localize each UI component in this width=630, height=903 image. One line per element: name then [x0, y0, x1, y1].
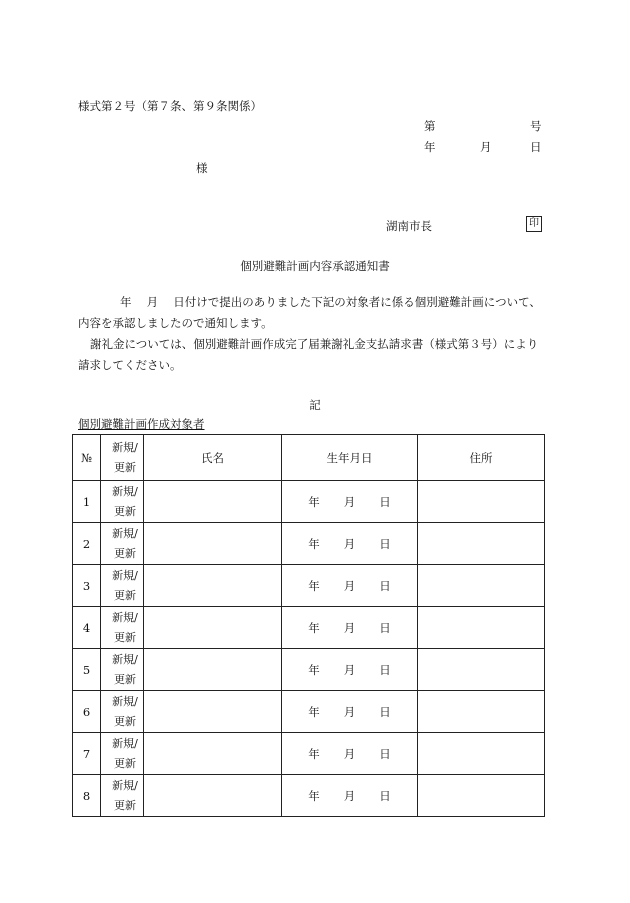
row-dob-month-label: 月: [343, 662, 356, 677]
row-dob-year-label: 年: [308, 662, 320, 677]
row-dob-year-label: 年: [308, 494, 320, 509]
body-paragraph-2-line-2: 請求してください。: [78, 358, 182, 372]
row-type-line-2: 更新: [114, 798, 136, 812]
document-number-prefix: 第: [424, 119, 436, 133]
header-type-line-2: 更新: [114, 460, 136, 474]
table-row: [73, 523, 545, 565]
ki-heading: 記: [309, 398, 321, 412]
table-row: [73, 565, 545, 607]
seal-box: 印: [526, 216, 542, 232]
row-dob-field[interactable]: [282, 775, 418, 817]
row-address-field[interactable]: [418, 481, 545, 523]
body-paragraph-1: [78, 292, 558, 334]
header-address: 住所: [418, 435, 545, 481]
row-no: 8: [73, 775, 101, 817]
row-dob-month-label: 月: [343, 578, 356, 593]
row-type: [101, 691, 144, 733]
row-name-field[interactable]: [144, 565, 282, 607]
row-address-field[interactable]: [418, 607, 545, 649]
row-dob-month-label: 月: [343, 788, 356, 803]
issuer-name: 湖南市長: [386, 219, 432, 233]
row-dob-month-label: 月: [343, 746, 356, 761]
row-dob-day-label: 日: [379, 704, 391, 719]
row-name-field[interactable]: [144, 481, 282, 523]
table-row: [73, 649, 545, 691]
row-type-line-2: 更新: [114, 672, 136, 686]
header-dob: 生年月日: [282, 435, 418, 481]
row-type: [101, 649, 144, 691]
targets-table: [72, 434, 545, 817]
row-type-line-2: 更新: [114, 546, 136, 560]
row-type: [101, 607, 144, 649]
row-dob-field[interactable]: [282, 607, 418, 649]
row-type-line-1: 新規/: [112, 778, 138, 792]
row-dob-day-label: 日: [379, 746, 391, 761]
row-no: 7: [73, 733, 101, 775]
row-address-field[interactable]: [418, 523, 545, 565]
row-dob-year-label: 年: [308, 536, 320, 551]
row-dob-year-label: 年: [308, 704, 320, 719]
row-name-field[interactable]: [144, 649, 282, 691]
row-dob-field[interactable]: [282, 733, 418, 775]
row-dob-month-label: 月: [343, 494, 356, 509]
row-no: 1: [73, 481, 101, 523]
row-dob-year-label: 年: [308, 746, 320, 761]
table-row: [73, 607, 545, 649]
table-row: [73, 481, 545, 523]
header-no: №: [73, 435, 101, 481]
row-type-line-1: 新規/: [112, 484, 138, 498]
body-paragraph-2: [78, 334, 558, 376]
row-no: 4: [73, 607, 101, 649]
body-paragraph-2-line-1: 謝礼金については、個別避難計画作成完了届兼謝礼金支払請求書（様式第３号）により: [90, 337, 539, 351]
body-paragraph-1-line-1: 年 月 日付けで提出のありました下記の対象者に係る個別避難計画について、: [120, 295, 541, 309]
document-number-suffix: 号: [530, 119, 542, 133]
row-dob-day-label: 日: [379, 578, 391, 593]
date-day-label: 日: [530, 140, 542, 154]
row-dob-year-label: 年: [308, 578, 320, 593]
row-no: 5: [73, 649, 101, 691]
row-type-line-2: 更新: [114, 714, 136, 728]
form-label: 様式第２号（第７条、第９条関係）: [78, 99, 262, 113]
row-address-field[interactable]: [418, 691, 545, 733]
row-no: 3: [73, 565, 101, 607]
row-type-line-2: 更新: [114, 504, 136, 518]
row-dob-year-label: 年: [308, 788, 320, 803]
date-year-label: 年: [424, 140, 436, 154]
row-type-line-1: 新規/: [112, 568, 138, 582]
table-row: [73, 733, 545, 775]
row-dob-field[interactable]: [282, 649, 418, 691]
row-dob-month-label: 月: [343, 620, 356, 635]
table-row: [73, 691, 545, 733]
row-dob-month-label: 月: [343, 536, 356, 551]
row-dob-field[interactable]: [282, 481, 418, 523]
row-type-line-2: 更新: [114, 588, 136, 602]
row-name-field[interactable]: [144, 523, 282, 565]
header-type: [101, 435, 144, 481]
table-row: [73, 775, 545, 817]
row-type-line-1: 新規/: [112, 652, 138, 666]
row-dob-field[interactable]: [282, 691, 418, 733]
date-month-label: 月: [480, 140, 492, 154]
addressee-suffix: 様: [196, 161, 208, 175]
row-name-field[interactable]: [144, 775, 282, 817]
row-no: 6: [73, 691, 101, 733]
row-type-line-1: 新規/: [112, 694, 138, 708]
row-type: [101, 523, 144, 565]
document-title: 個別避難計画内容承認通知書: [240, 259, 390, 273]
row-address-field[interactable]: [418, 733, 545, 775]
row-dob-field[interactable]: [282, 523, 418, 565]
row-dob-day-label: 日: [379, 662, 391, 677]
row-address-field[interactable]: [418, 649, 545, 691]
row-type-line-1: 新規/: [112, 736, 138, 750]
row-dob-month-label: 月: [343, 704, 356, 719]
row-type: [101, 775, 144, 817]
row-no: 2: [73, 523, 101, 565]
row-type-line-2: 更新: [114, 756, 136, 770]
header-name: 氏名: [144, 435, 282, 481]
row-dob-day-label: 日: [379, 620, 391, 635]
row-dob-year-label: 年: [308, 620, 320, 635]
row-type: [101, 481, 144, 523]
row-dob-day-label: 日: [379, 788, 391, 803]
row-dob-day-label: 日: [379, 536, 391, 551]
row-type: [101, 565, 144, 607]
row-dob-day-label: 日: [379, 494, 391, 509]
row-type: [101, 733, 144, 775]
table-heading: 個別避難計画作成対象者: [78, 417, 205, 431]
table-header-row: [73, 435, 545, 481]
body-paragraph-1-line-2: 内容を承認しましたので通知します。: [78, 316, 273, 330]
row-type-line-2: 更新: [114, 630, 136, 644]
row-type-line-1: 新規/: [112, 526, 138, 540]
row-name-field[interactable]: [144, 607, 282, 649]
row-name-field[interactable]: [144, 691, 282, 733]
row-address-field[interactable]: [418, 565, 545, 607]
header-type-line-1: 新規/: [112, 440, 138, 454]
row-name-field[interactable]: [144, 733, 282, 775]
row-address-field[interactable]: [418, 775, 545, 817]
row-type-line-1: 新規/: [112, 610, 138, 624]
row-dob-field[interactable]: [282, 565, 418, 607]
